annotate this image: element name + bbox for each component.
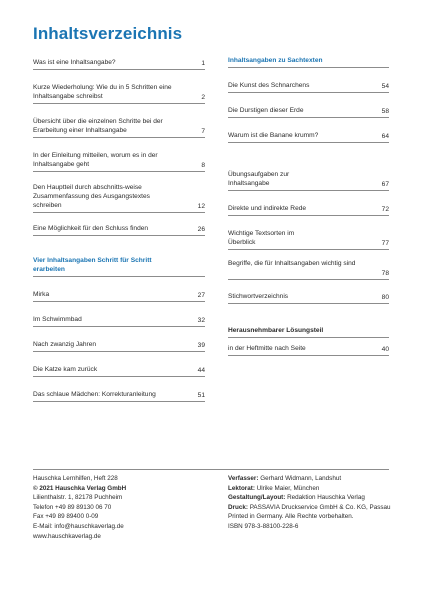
credit-value: PASSAVIA Druckservice GmbH & Co. KG, Passau bbox=[247, 503, 391, 511]
toc-entry[interactable] bbox=[228, 292, 389, 304]
credit-value: Ulrike Maier, München bbox=[254, 484, 320, 492]
section-heading: Vier Inhaltsangaben Schritt für Schritt erarbeiten bbox=[33, 256, 205, 277]
toc-entry[interactable] bbox=[228, 229, 389, 250]
toc-entry[interactable] bbox=[33, 390, 205, 402]
toc-entry-page: 1 bbox=[201, 59, 205, 67]
toc-entry-title: in der Heftmitte nach Seite bbox=[228, 345, 306, 352]
credit-editor bbox=[228, 484, 398, 494]
section-heading: Inhaltsangaben zu Sachtexten bbox=[228, 56, 389, 68]
imprint-phone: Telefon +49 89 89130 06 70 bbox=[33, 503, 112, 511]
toc-entry-title: Kurze Wiederholung: Wie du in 5 Schritten eine Inhaltsangabe schreibst bbox=[33, 84, 172, 101]
toc-entry-page: 58 bbox=[381, 107, 389, 115]
credit-label: Druck: bbox=[228, 503, 248, 511]
toc-entry-page: 72 bbox=[381, 205, 389, 213]
toc-entry-page: 54 bbox=[381, 82, 389, 90]
toc-entry-title: Die Katze kam zurück bbox=[33, 366, 98, 373]
toc-entry[interactable] bbox=[33, 224, 205, 236]
credit-author bbox=[228, 474, 398, 484]
toc-entry-title: Das schlaue Mädchen: Korrekturanleitung bbox=[33, 391, 156, 398]
toc-entry-page: 80 bbox=[381, 293, 389, 301]
imprint-fax: Fax +49 89 89400 0-09 bbox=[33, 513, 99, 521]
toc-entry-title: Die Kunst des Schnarchens bbox=[228, 82, 310, 89]
toc-entry[interactable] bbox=[228, 81, 389, 93]
toc-entry-page: 77 bbox=[381, 239, 389, 247]
toc-entry-page: 27 bbox=[197, 291, 205, 299]
imprint-website[interactable]: www.hauschkaverlag.de bbox=[33, 532, 101, 540]
credit-label: Lektorat: bbox=[228, 484, 255, 492]
imprint-copyright: © 2021 Hauschka Verlag GmbH bbox=[33, 484, 127, 492]
toc-entry-title: Eine Möglichkeit für den Schluss finden bbox=[33, 225, 149, 232]
toc-entry[interactable] bbox=[33, 340, 205, 352]
right-column bbox=[228, 51, 389, 356]
toc-entry[interactable] bbox=[228, 204, 389, 216]
toc-entry[interactable] bbox=[33, 315, 205, 327]
credit-label: Verfasser: bbox=[228, 475, 259, 482]
toc-entry-page: 32 bbox=[197, 316, 205, 324]
toc-entry-title: Direkte und indirekte Rede bbox=[228, 205, 307, 212]
toc-entry-page: 7 bbox=[201, 127, 205, 135]
imprint-email[interactable]: E-Mail: info@hauschkaverlag.de bbox=[33, 522, 124, 530]
solutions-heading: Herausnehmbarer Lösungsteil bbox=[228, 326, 389, 338]
page-title: Inhaltsverzeichnis bbox=[33, 24, 183, 43]
toc-entry-title: Mirka bbox=[33, 291, 50, 298]
footer-divider bbox=[33, 469, 389, 470]
toc-entry[interactable] bbox=[33, 83, 205, 104]
toc-entry-page: 8 bbox=[201, 161, 205, 169]
toc-entry[interactable] bbox=[228, 259, 389, 280]
isbn: ISBN 978-3-88100-228-6 bbox=[228, 522, 299, 530]
toc-entry-title: Stichwortverzeichnis bbox=[228, 293, 289, 300]
credit-layout bbox=[228, 493, 398, 503]
toc-entry-title: Übersicht über die einzelnen Schritte bei der Erarbeitung einer Inhaltsangabe bbox=[33, 118, 163, 135]
toc-entry-title: Wichtige Textsorten im Überblick bbox=[228, 230, 295, 247]
toc-entry-title: Begriffe, die für Inhaltsangaben wichtig sind bbox=[228, 260, 356, 267]
toc-entry-title: Was ist eine Inhaltsangabe? bbox=[33, 59, 116, 66]
toc-entry-page: 67 bbox=[381, 180, 389, 188]
toc-entry[interactable] bbox=[33, 290, 205, 302]
toc-entry-page: 12 bbox=[197, 202, 205, 210]
toc-entry-page: 39 bbox=[197, 341, 205, 349]
toc-entry[interactable] bbox=[228, 131, 389, 143]
toc-entry-title: Übungsaufgaben zur Inhaltsangabe bbox=[228, 171, 290, 188]
toc-entry-title: Im Schwimmbad bbox=[33, 316, 82, 323]
imprint-address: Lilienthalstr. 1, 82178 Puchheim bbox=[33, 494, 123, 502]
toc-entry[interactable] bbox=[33, 151, 205, 172]
toc-entry-title: Warum ist die Banane krumm? bbox=[228, 132, 319, 139]
toc-entry[interactable] bbox=[33, 183, 205, 213]
toc-entry-page: 26 bbox=[197, 225, 205, 233]
toc-entry[interactable] bbox=[33, 117, 205, 138]
toc-entry[interactable] bbox=[33, 58, 205, 70]
toc-entry-page: 64 bbox=[381, 132, 389, 140]
credit-print bbox=[228, 503, 398, 513]
imprint-publisher bbox=[33, 474, 203, 541]
toc-entry-title: Den Hauptteil durch abschnitts-weise Zusammenfassung des Ausgangstextes schreiben bbox=[33, 184, 150, 210]
credit-value: Redaktion Hauschka Verlag bbox=[285, 494, 365, 502]
toc-entry[interactable] bbox=[33, 365, 205, 377]
toc-entry-title: Nach zwanzig Jahren bbox=[33, 341, 97, 348]
credit-label: Gestaltung/Layout: bbox=[228, 494, 286, 502]
toc-entry-title: In der Einleitung mitteilen, worum es in der Inhaltsangabe geht bbox=[33, 152, 158, 169]
imprint-series: Hauschka Lernhilfen, Heft 228 bbox=[33, 475, 118, 482]
printed-in: Printed in Germany. Alle Rechte vorbehalten. bbox=[228, 513, 354, 521]
credit-value: Gerhard Widmann, Landshut bbox=[258, 475, 342, 482]
imprint-credits bbox=[228, 474, 398, 532]
toc-entry[interactable] bbox=[228, 106, 389, 118]
toc-entry-page: 51 bbox=[197, 391, 205, 399]
toc-entry-page: 2 bbox=[201, 93, 205, 101]
toc-entry-page: 44 bbox=[197, 366, 205, 374]
toc-entry-page: 40 bbox=[381, 345, 389, 353]
toc-entry-title: Die Durstigen dieser Erde bbox=[228, 107, 304, 114]
toc-entry-page: 78 bbox=[381, 269, 389, 277]
toc-entry[interactable] bbox=[228, 170, 389, 191]
left-column bbox=[33, 51, 205, 402]
toc-entry[interactable] bbox=[228, 344, 389, 356]
